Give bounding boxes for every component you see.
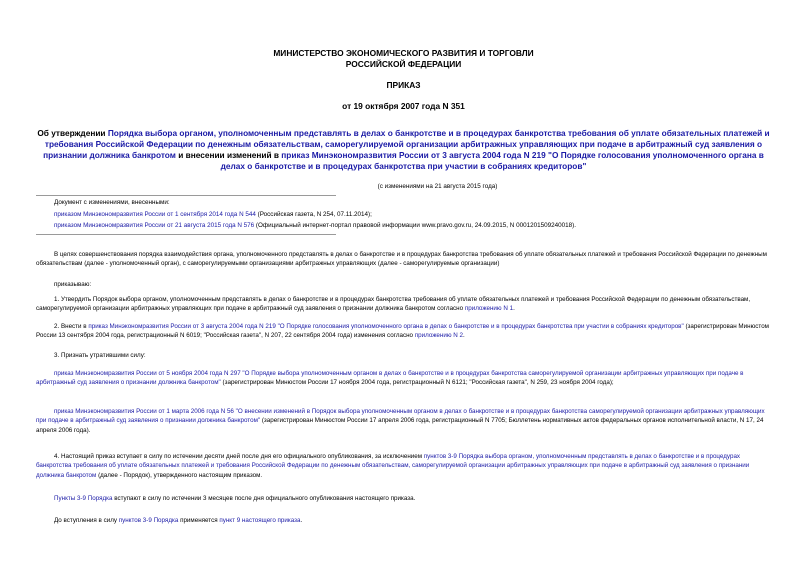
- paragraph-3b: приказ Минэкономразвития России от 1 марта 2006 года N 56 "О внесении изменений в Порядок выбора уполномоченным органом в делах о банкротстве и в процедурах банкротства саморегулируемой организации арбитражных управляющих при подаче в арбитражный суд заявления о признании должника банкротом" (зарегистрирован Минюстом России 17 апреля 2006 года, регистрационный N 7705; Бюллетень нормативных актов федеральных органов исполнительной власти, N 17, 24 апреля 2006 года).: [36, 408, 765, 434]
- title-link-procedure[interactable]: Порядка выбора органом, уполномоченным представлять в делах о банкротстве и в процедурах банкротства требования об уплате обязательных платежей и требования Российской Федерации по денежным обязательствам, саморегулируемой организации арбитражных управляющих при подаче в арбитражный суд заявления о признании должника банкротом: [43, 128, 770, 160]
- divider-top: [36, 195, 336, 196]
- divider-bottom: [36, 234, 336, 235]
- paragraph-1: 1. Утвердить Порядок выбора органом, уполномоченным представлять в делах о банкротстве и в процедурах банкротства требования об уплате обязательных платежей и требования Российской Федерации по денежным обязательствам, саморегулируемой организации арбитражных управляющих при подаче в арбитражный суд заявления о признании должника банкротом согласно приложению N 1.: [36, 296, 751, 313]
- changes-item: [54, 210, 774, 219]
- paragraph-5: Пункты 3-9 Порядка вступают в силу по истечении 3 месяцев после дня официального опубликования настоящего приказа.: [54, 495, 416, 502]
- revision-note: (с изменениями на 21 августа 2015 года): [377, 183, 498, 190]
- changes-item-text: (Официальный интернет-портал правовой информации www.pravo.gov.ru, 24.09.2015, N 0001201509240018).: [254, 222, 576, 229]
- ministry-name-line1: МИНИСТЕРСТВО ЭКОНОМИЧЕСКОГО РАЗВИТИЯ И ТОРГОВЛИ: [273, 48, 534, 58]
- document-date: от 19 октября 2007 года N 351: [342, 101, 465, 111]
- document-title: [36, 128, 771, 172]
- changes-item: [54, 221, 774, 230]
- paragraph-1-text: 1. Утвердить Порядок выбора органом, уполномоченным представлять в делах о банкротстве и в процедурах банкротства требования об уплате обязательных платежей и требования Российской Федерации по денежным обязательствам, саморегулируемой организации арбитражных управляющих при подаче в арбитражный суд заявления о признании должника банкротом согласно: [36, 296, 751, 313]
- changes-item-link-576[interactable]: приказом Минэкономразвития России от 21 августа 2015 года N 576: [54, 222, 255, 229]
- document-type: ПРИКАЗ: [386, 80, 421, 90]
- order-56-link[interactable]: приказ Минэкономразвития России от 1 марта 2006 года N 56 "О внесении изменений в Порядок выбора уполномоченным органом в делах о банкротстве и в процедурах банкротства саморегулируемой организации арбитражных управляющих при подаче в арбитражный суд заявления о признании должника банкротом": [36, 408, 765, 425]
- ministry-name-line2: РОССИЙСКОЙ ФЕДЕРАЦИИ: [345, 59, 462, 69]
- item-9-link[interactable]: пункт 9 настоящего приказа: [219, 517, 301, 524]
- paragraph-4: 4. Настоящий приказ вступает в силу по истечении десяти дней после дня его официального опубликования, за исключением пунктов 3-9 Порядка выбора органом, уполномоченным представлять в делах о банкротстве и в процедурах банкротства требования об уплате обязательных платежей и требования Российской Федерации по денежным обязательствам, саморегулируемой организации арбитражных управляющих при подаче в арбитражный суд заявления о признании должника банкротом (далее - Порядок), утвержденного настоящим приказом.: [36, 453, 750, 479]
- changes-intro: Документ с изменениями, внесенными:: [54, 199, 170, 206]
- procedure-items-3-9-link[interactable]: пунктов 3-9 Порядка выбора органом, уполномоченным представлять в делах о банкротстве и в процедурах банкротства требования об уплате обязательных платежей и требования Российской Федерации по денежным обязательствам, саморегулируемой организации арбитражных управляющих при подаче в арбитражный суд заявления о признании должника банкротом: [36, 453, 750, 479]
- items-3-9-link[interactable]: Пункты 3-9 Порядка: [54, 495, 113, 502]
- paragraph-3: 3. Признать утратившими силу:: [54, 352, 146, 359]
- appendix-2-link[interactable]: приложению N 2: [414, 332, 463, 340]
- paragraph-6: До вступления в силу пунктов 3-9 Порядка применяется пункт 9 настоящего приказа.: [54, 517, 303, 524]
- title-prefix: Об утверждении: [37, 128, 108, 138]
- title-link-order-219[interactable]: приказ Минэкономразвития России от 3 августа 2004 года N 219 "О Порядке голосования уполномоченного органа в делах о банкротстве и в процедурах банкротства при участии в собраниях кредиторов": [220, 150, 764, 171]
- preamble-paragraph: В целях совершенствования порядка взаимодействия органа, уполномоченного представлять в делах о банкротстве и в процедурах банкротства требования об уплате обязательных платежей и требования Российской Федерации по денежным обязательствам (далее - уполномоченный орган), с саморегулируемыми организациями арбитражных управляющих (далее - саморегулируемые организации): [36, 251, 767, 268]
- appendix-1-link[interactable]: приложению N 1: [464, 305, 514, 313]
- title-middle: и внесении изменений в: [175, 150, 282, 160]
- items-3-9-link-2[interactable]: пунктов 3-9 Порядка: [118, 517, 179, 524]
- order-word: приказываю:: [54, 281, 92, 288]
- paragraph-2: 2. Внести в приказ Минэкономразвития России от 3 августа 2004 года N 219 "О Порядке голосования уполномоченного органа в делах о банкротстве и в процедурах банкротства при участии в собраниях кредиторов" (зарегистрирован Минюстом России 13 сентября 2004 года, регистрационный N 6019; "Российская газета", N 207, 22 сентября 2004 года) изменения согласно приложению N 2.: [36, 323, 769, 340]
- order-219-link[interactable]: приказ Минэкономразвития России от 3 августа 2004 года N 219 "О Порядке голосования уполномоченного органа в делах о банкротстве и в процедурах банкротства при участии в собраниях кредиторов": [88, 323, 684, 330]
- order-297-link[interactable]: приказ Минэкономразвития России от 5 ноября 2004 года N 297 "О Порядке выбора уполномоченным органом в делах о банкротстве и в процедурах банкротства саморегулируемой организации арбитражных управляющих при подаче в арбитражный суд заявления о признании должника банкротом": [36, 370, 744, 387]
- changes-item-text: (Российская газета, N 254, 07.11.2014);: [255, 211, 372, 218]
- changes-item-link-544[interactable]: приказом Минэкономразвития России от 1 сентября 2014 года N 544: [54, 211, 256, 218]
- paragraph-3a: приказ Минэкономразвития России от 5 ноября 2004 года N 297 "О Порядке выбора уполномоченным органом в делах о банкротстве и в процедурах банкротства саморегулируемой организации арбитражных управляющих при подаче в арбитражный суд заявления о признании должника банкротом" (зарегистрирован Минюстом России 17 ноября 2004 года, регистрационный N 6121; "Российская газета", N 259, 23 ноября 2004 года);: [36, 370, 744, 387]
